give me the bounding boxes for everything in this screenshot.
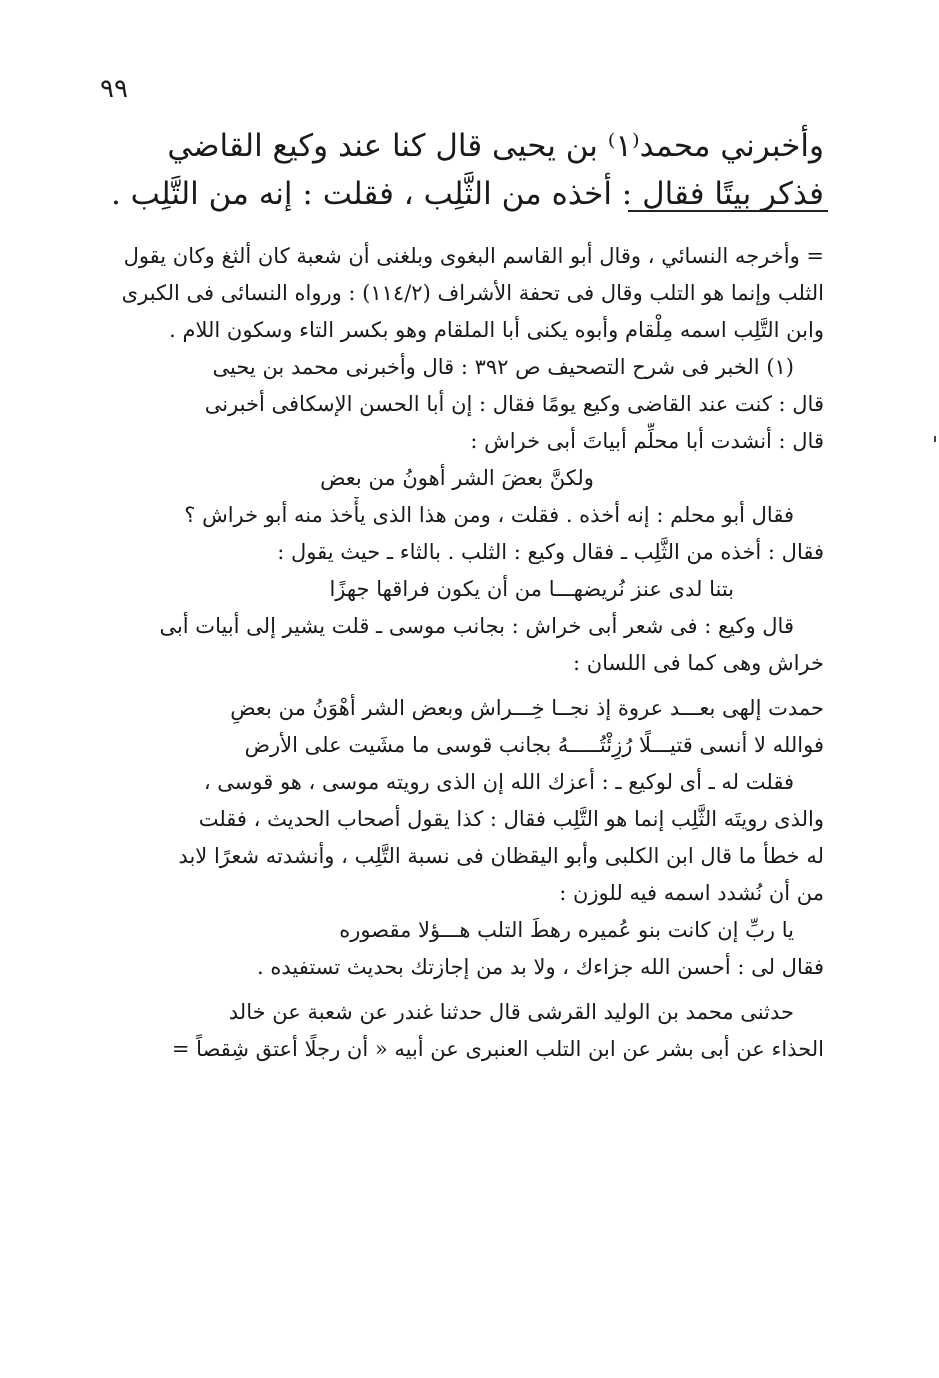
main-text-line: فذكر بيتًا فقال : أخذه من الثَّلِب ، فقلت : إنه من التَّلِب . — [110, 176, 824, 212]
main-text — [90, 122, 824, 218]
note-line: وابن التَّلِب اسمه مِلْقام وأبوه يكنى أبا الملقام وهو بكسر التاء وسكون اللام . — [169, 318, 824, 342]
note-line: فقلت له ـ أى لوكيع ـ : أعزك الله إن الذى رويته موسى ، هو قوسى ، — [203, 770, 794, 794]
note-line: قال وكيع : فى شعر أبى خراش : بجانب موسى ـ قلت يشير إلى أبيات أبى — [159, 614, 794, 638]
footnote-1-line: (١) الخبر فى شرح التصحيف ص ٣٩٢ : قال وأخبرنى محمد بن يحيى — [212, 355, 794, 379]
page-number: ٩٩ — [100, 74, 128, 104]
note-line: فقال : أخذه من الثَّلِب ـ فقال وكيع : الثلب . بالثاء ـ حيث يقول : — [277, 540, 824, 564]
main-text-line: وأخبرني محمد⁽١⁾ بن يحيى قال كنا عند وكيع القاضي — [167, 128, 824, 164]
verse-first-half: حمدت إلهى بعـــد عروة إذ نجــا — [551, 696, 824, 720]
verse-line — [90, 912, 824, 949]
note-line: فقال أبو محلم : إنه أخذه . فقلت ، ومن هذا الذى يأْخذ منه أبو خراش ؟ — [184, 503, 794, 527]
note-line: خراش وهى كما فى اللسان : — [572, 651, 824, 675]
note-line: من أن نُشدد اسمه فيه للوزن : — [559, 881, 824, 905]
verse-hemistich: ولكنَّ بعضَ الشر أهونُ من بعض — [320, 466, 594, 490]
verse-second-half: من أن يكون فراقها جهزًا — [329, 577, 543, 601]
verse-line — [90, 690, 824, 727]
verse-second-half: رهطَ التلب هـــؤلا مقصوره — [339, 918, 572, 942]
note-line: فقال لى : أحسن الله جزاءك ، ولا بد من إجازتك بحديث تستفيده . — [257, 955, 824, 979]
note-line: = وأخرجه النسائي ، وقال أبو القاسم البغوى وبلغنى أن شعبة كان ألثغ وكان يقول — [123, 244, 824, 268]
margin-speck — [934, 436, 936, 442]
verse-first-half: فوالله لا أنسى قتيـــلًا رُزِئْتُـــــهُ — [557, 733, 824, 757]
verse-first-half: بتنا لدى عنز نُريضهـــا — [548, 577, 734, 601]
note-line: والذى رويتَه الثَّلِب إنما هو التَّلِب فقال : كذا يقول أصحاب الحديث ، فقلت — [198, 807, 824, 831]
note-line: الحذاء عن أبى بشر عن ابن التلب العنبرى عن أبيه « أن رجلًا أعتق شِقصاً = — [171, 1037, 824, 1061]
footnotes — [90, 238, 824, 1068]
note-line: قال : كنت عند القاضى وكيع يومًا فقال : إن أبا الحسن الإسكافى أخبرنى — [204, 392, 824, 416]
verse-first-half: يا ربِّ إن كانت بنو عُميره — [577, 918, 794, 942]
note-line: قال : أنشدت أبا محلِّم أبياتَ أبى خراش : — [470, 429, 824, 453]
verse-line — [90, 571, 824, 608]
verse-second-half: بجانب قوسى ما مشَيت على الأرض — [244, 733, 552, 757]
note-line: حدثنى محمد بن الوليد القرشى قال حدثنا غندر عن شعبة عن خالد — [228, 1000, 794, 1024]
note-line: الثلب وإنما هو التلب وقال فى تحفة الأشراف (١١٤/٢) : ورواه النسائى فى الكبرى — [121, 281, 824, 305]
footnote-separator — [628, 210, 828, 212]
note-line: له خطأ ما قال ابن الكلبى وأبو اليقظان فى نسبة التَّلِب ، وأنشدته شعرًا لابد — [178, 844, 824, 868]
verse-second-half: خِـــراش وبعض الشر أهْوَنُ من بعضِ — [230, 696, 545, 720]
verse-line — [90, 727, 824, 764]
